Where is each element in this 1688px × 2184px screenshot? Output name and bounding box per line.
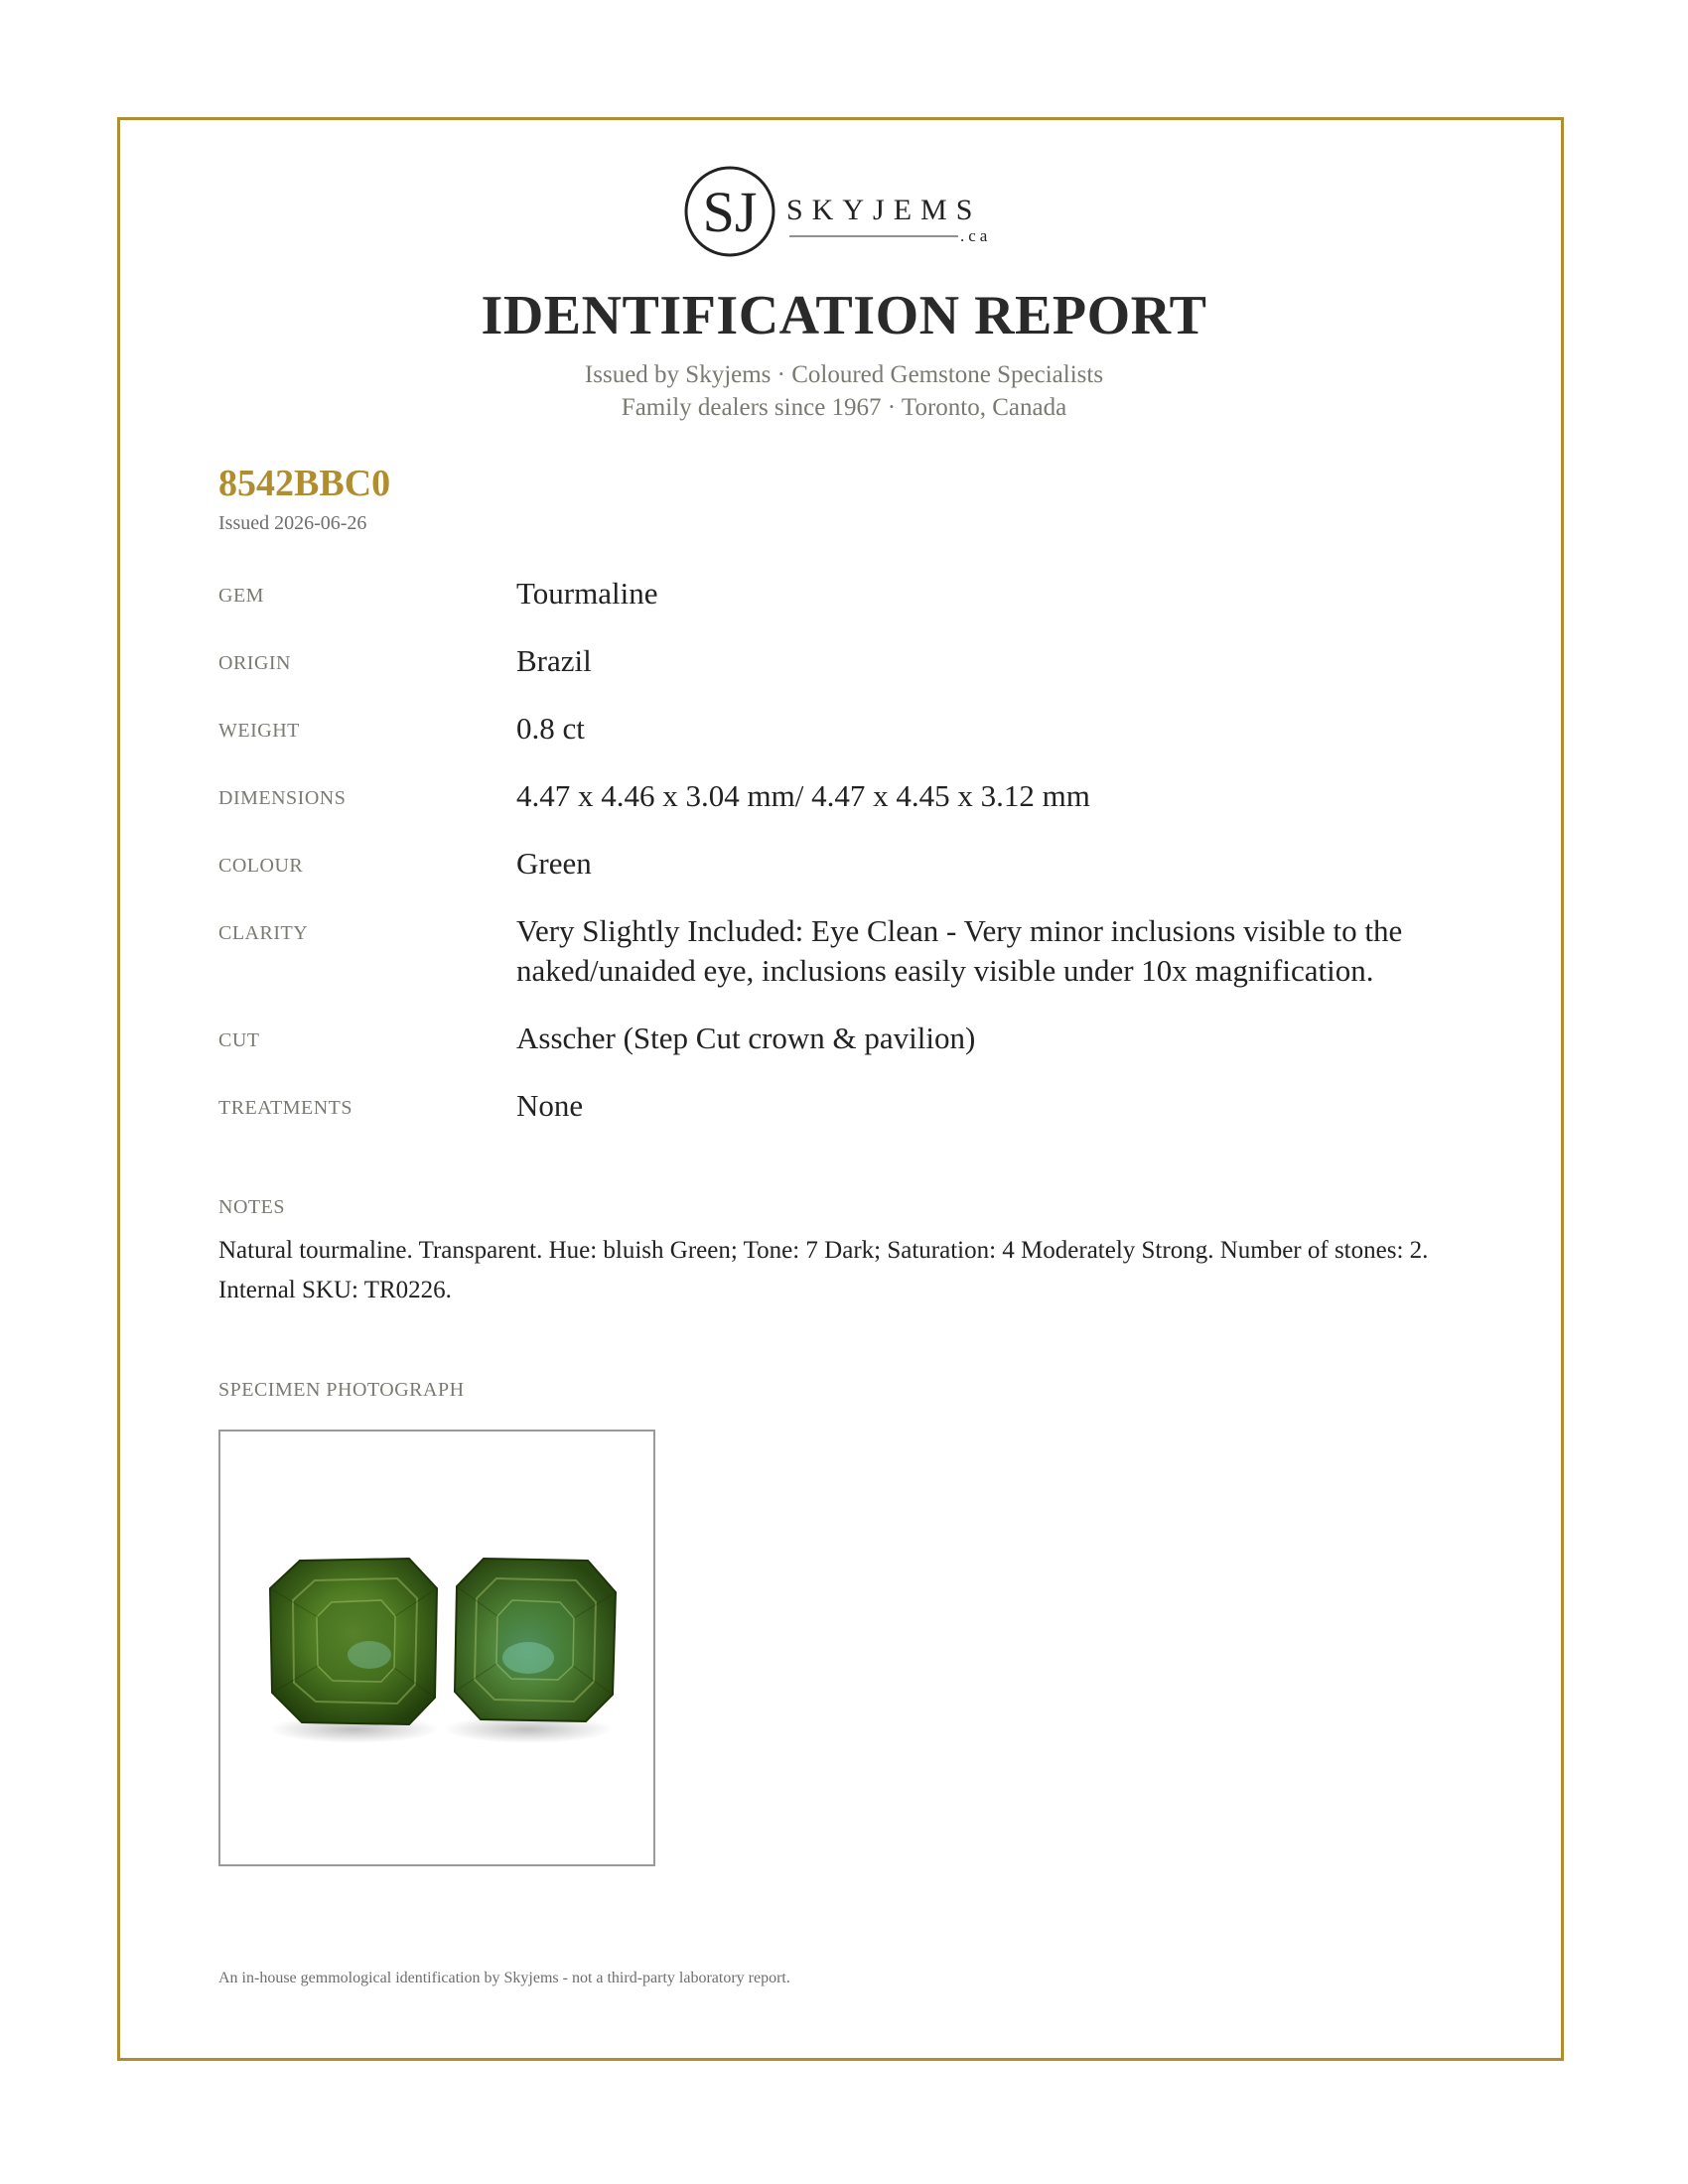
clarity-value: Very Slightly Included: Eye Clean - Very minor inclusions visible to the naked/unaided eye, inclusions easily visible under 10x magnification. [516, 913, 1403, 988]
treatments-label: TREATMENTS [218, 1097, 352, 1119]
heritage-line: Family dealers since 1967 · Toronto, Canada [621, 394, 1067, 421]
report-id: 8542BBC0 [218, 463, 391, 504]
cut-value: Asscher (Step Cut crown & pavilion) [516, 1021, 976, 1055]
specimen-photo [218, 1430, 655, 1866]
treatments-value: None [516, 1088, 584, 1123]
origin-label: ORIGIN [218, 652, 291, 674]
issuer-line: Issued by Skyjems · Coloured Gemstone Specialists [584, 361, 1104, 388]
logo-monogram: SJ [702, 180, 758, 244]
dimensions-value: 4.47 x 4.46 x 3.04 mm/ 4.47 x 4.45 x 3.12 mm [516, 778, 1090, 813]
clarity-label: CLARITY [218, 922, 309, 944]
colour-label: COLOUR [218, 855, 304, 877]
colour-value: Green [516, 846, 592, 881]
logo-wordmark: SKYJEMS [786, 194, 982, 226]
photo-label: SPECIMEN PHOTOGRAPH [218, 1379, 465, 1401]
issue-date: Issued 2026-06-26 [218, 512, 367, 534]
gem-stone-right [455, 1559, 616, 1721]
notes-label: NOTES [218, 1196, 285, 1218]
gem-value: Tourmaline [516, 576, 658, 611]
disclaimer-footer: An in-house gemmological identification by Skyjems - not a third-party laboratory report. [218, 1970, 790, 1986]
skyjems-logo [684, 164, 1004, 259]
gem-label: GEM [218, 585, 264, 607]
logo-domain: .ca [960, 226, 992, 245]
weight-value: 0.8 ct [516, 711, 585, 746]
origin-value: Brazil [516, 643, 592, 678]
gem-stone-left [270, 1559, 437, 1724]
dimensions-label: DIMENSIONS [218, 787, 347, 809]
notes-text: Natural tourmaline. Transparent. Hue: bluish Green; Tone: 7 Dark; Saturation: 4 Moderately Strong. Number of stones: 2. Internal SKU: TR0226. [218, 1237, 1429, 1303]
cut-label: CUT [218, 1029, 260, 1051]
report-title: IDENTIFICATION REPORT [481, 285, 1207, 346]
weight-label: WEIGHT [218, 720, 300, 742]
